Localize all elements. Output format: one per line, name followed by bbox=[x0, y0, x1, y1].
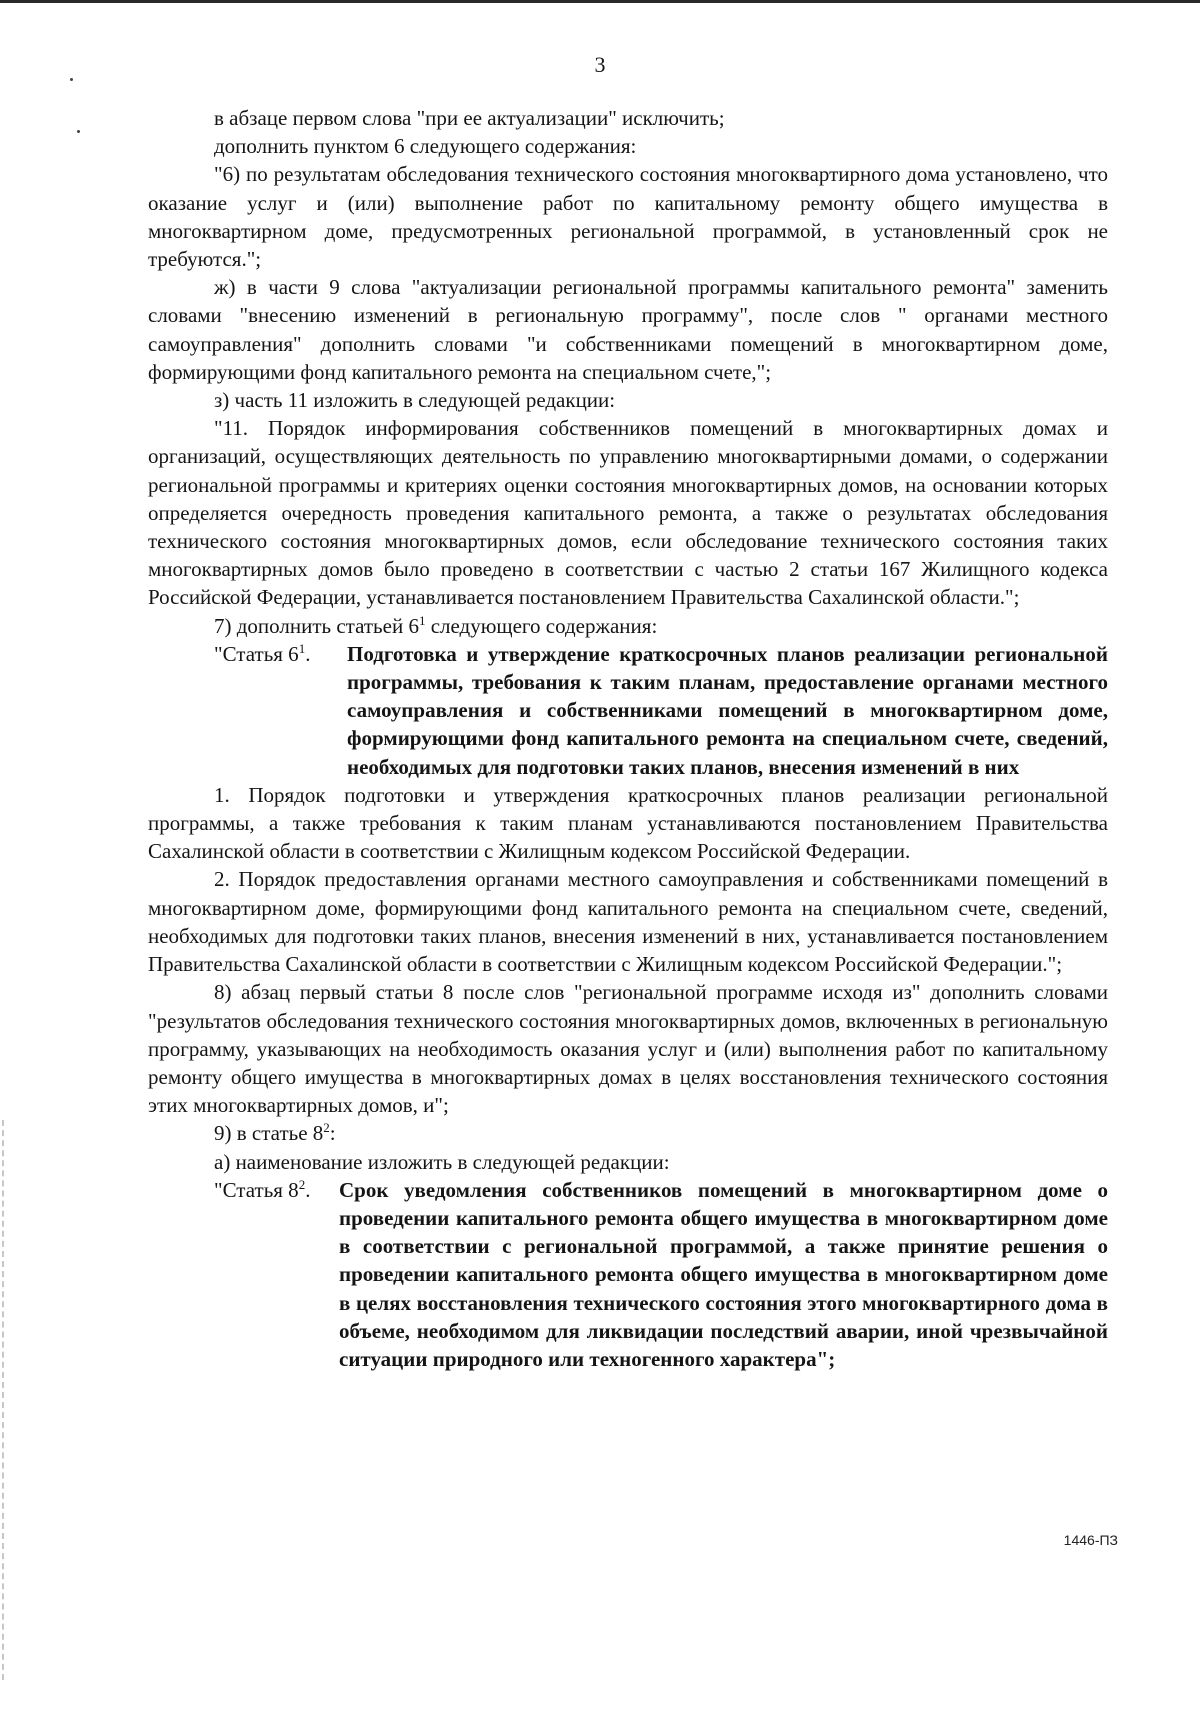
item-7-sup: 1 bbox=[418, 612, 426, 628]
item-7 bbox=[148, 612, 1108, 640]
paragraph: "6) по результатам обследования технического состояния многоквартирного дома установлено, что оказание услуг и (или) выполнение работ по капитальному ремонту общего имущества в многоквартирном доме, предусмотренных региональной программой, в установленный срок не требуются."; bbox=[148, 162, 1108, 272]
paragraph: дополнить пунктом 6 следующего содержания: bbox=[214, 134, 637, 159]
paragraph: ж) в части 9 слова "актуализации региональной программы капитального ремонта" заменить словами "внесению изменений в региональную программу", после слов " органами местного самоуправления" дополнить словами "и собственниками помещений в многоквартирном доме, формирующими фонд капитального ремонта на специальном счете,"; bbox=[148, 275, 1108, 384]
item-9 bbox=[148, 1119, 1108, 1147]
article-6-1-title: Подготовка и утверждение краткосрочных планов реализации региональной программы, требования к таким планам, предоставление органами местного самоуправления и собственниками помещений в многоквартирном доме, формирующими фонд капитального ремонта на специальном счете, сведений, необходимых для подготовки таких планов, внесения изменений в них bbox=[347, 641, 1108, 779]
article-6-1-heading bbox=[148, 640, 1108, 781]
paragraph: "11. Порядок информирования собственников помещений в многоквартирных домах и организаций, осуществляющих деятельность по управлению многоквартирными домами, о содержании региональной программы и критериях оценки состояния многоквартирных домов, на основании которых определяется очередность проведения капитального ремонта, а также о результатах обследования технического состояния многоквартирных домов, если обследование технического состояния таких многоквартирных домов было проведено в соответствии с частью 2 статьи 167 Жилищного кодекса Российской Федерации, устанавливается постановлением Правительства Сахалинской области."; bbox=[148, 416, 1108, 610]
item-9a: а) наименование изложить в следующей редакции: bbox=[214, 1149, 670, 1174]
article-8-2-label-suffix: . bbox=[305, 1177, 311, 1202]
item-7-prefix: 7) дополнить статьей 6 bbox=[214, 613, 419, 638]
article-8-2-title: Срок уведомления собственников помещений в многоквартирном доме о проведении капитального ремонта общего имущества в многоквартирном доме в соответствии с региональной программой, а также принятие решения о проведении капитального ремонта общего имущества в многоквартирном доме в целях восстановления технического состояния этого многоквартирного дома в объеме, необходимом для ликвидации последствий аварии, иной чрезвычайной ситуации природного или техногенного характера"; bbox=[339, 1177, 1108, 1371]
document-code: 1446-ПЗ bbox=[1063, 1532, 1118, 1548]
paragraph: в абзаце первом слова "при ее актуализации" исключить; bbox=[214, 106, 725, 130]
article-6-1-label-sup: 1 bbox=[298, 640, 306, 656]
article-8-2-label-prefix: "Статья 8 bbox=[214, 1177, 299, 1202]
article-6-1-label-suffix: . bbox=[305, 641, 311, 666]
article-8-2-label bbox=[148, 1176, 331, 1204]
item-9-sup: 2 bbox=[323, 1120, 330, 1136]
paragraph: 1. Порядок подготовки и утверждения краткосрочных планов реализации региональной программы, а также требования к таким планам устанавливаются постановлением Правительства Сахалинской области в соответствии с Жилищным кодексом Российской Федерации. bbox=[148, 782, 1108, 864]
page-top-edge bbox=[0, 0, 1200, 3]
scan-speck bbox=[70, 78, 73, 81]
article-6-1-label bbox=[148, 640, 339, 668]
item-9-suffix: : bbox=[329, 1121, 336, 1146]
page-number: 3 bbox=[594, 52, 606, 77]
article-6-1-label-prefix: "Статья 6 bbox=[214, 641, 299, 666]
scan-speck bbox=[77, 130, 80, 133]
article-8-2-label-sup: 2 bbox=[298, 1176, 306, 1192]
paragraph: 8) абзац первый статьи 8 после слов "региональной программе исходя из" дополнить словами "результатов обследования технического состояния многоквартирных домов, включенных в региональную программу, указывающих на необходимость оказания услуг и (или) выполнения работ по капитальному ремонту общего имущества в многоквартирных домах в целях восстановления технического состояния этих многоквартирных домов, и"; bbox=[148, 980, 1108, 1118]
paragraph: 2. Порядок предоставления органами местного самоуправления и собственниками помещений в многоквартирном доме, формирующими фонд капитального ремонта на специальном счете, сведений, необходимых для подготовки таких планов, внесения изменений в них, устанавливается постановлением Правительства Сахалинской области в соответствии с Жилищным кодексом Российской Федерации."; bbox=[148, 867, 1108, 977]
paragraph: з) часть 11 изложить в следующей редакции: bbox=[214, 388, 616, 413]
article-8-2-heading bbox=[148, 1176, 1108, 1373]
item-7-suffix: следующего содержания: bbox=[425, 613, 658, 638]
document-body bbox=[148, 104, 1108, 1373]
scan-margin-marks bbox=[2, 1120, 7, 1680]
item-9-prefix: 9) в статье 8 bbox=[214, 1121, 324, 1146]
